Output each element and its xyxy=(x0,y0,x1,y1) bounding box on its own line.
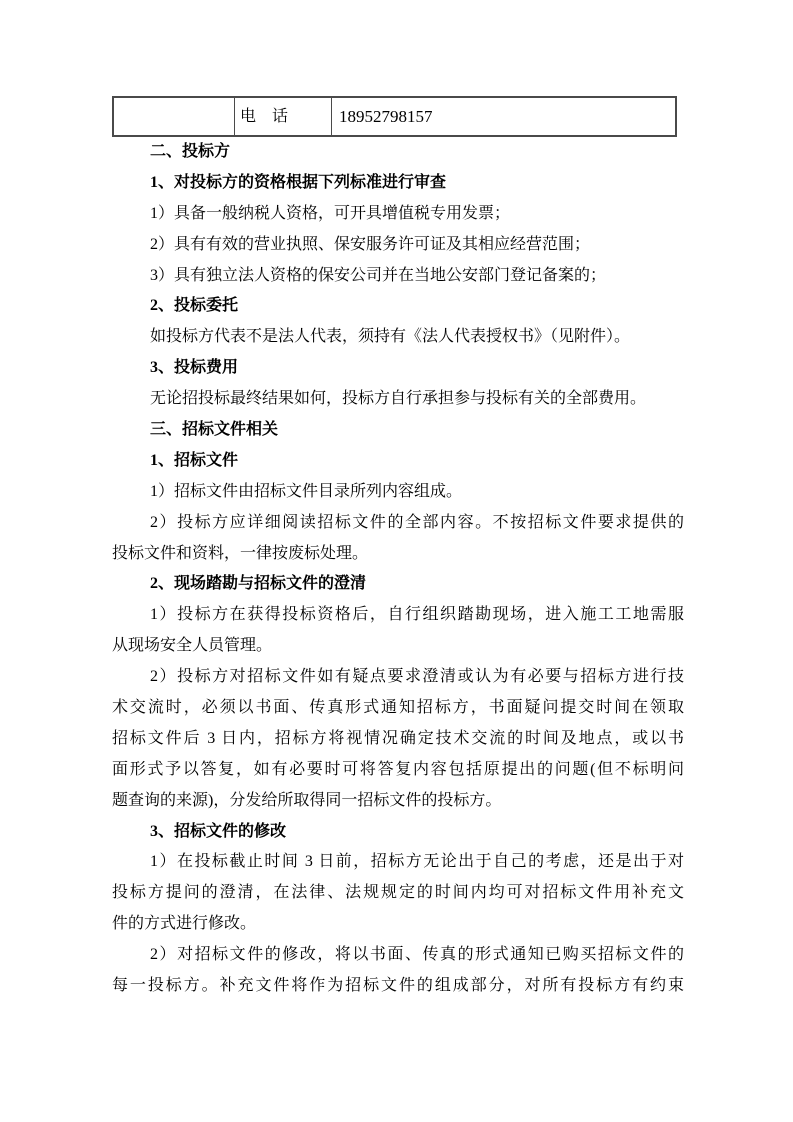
doc-line: 如投标方代表不是法人代表，须持有《法人代表授权书》（见附件）。 xyxy=(150,328,631,346)
doc-line: 1）招标文件由招标文件目录所列内容组成。 xyxy=(150,482,463,500)
table-cell-phone-label: 电 话 xyxy=(235,98,332,135)
clause-heading-document-revision: 3、招标文件的修改 xyxy=(150,822,287,840)
doc-line: 从现场安全人员管理。 xyxy=(112,637,273,655)
doc-line: 题查询的来源)，分发给所取得同一招标文件的投标方。 xyxy=(112,791,502,809)
clause-heading-site-survey: 2、现场踏勘与招标文件的澄清 xyxy=(150,575,367,593)
doc-line: 无论招投标最终结果如何，投标方自行承担参与投标有关的全部费用。 xyxy=(150,390,647,408)
clause-heading-tender-document: 1、招标文件 xyxy=(150,451,239,469)
clause-heading-bid-cost: 3、投标费用 xyxy=(150,359,239,377)
doc-line: 2）投标方应详细阅读招标文件的全部内容。不按招标文件要求提供的 xyxy=(150,513,684,531)
doc-line: 投标文件和资料，一律按废标处理。 xyxy=(112,544,369,562)
section-heading-bidder: 二、投标方 xyxy=(150,143,231,160)
contact-info-table xyxy=(112,96,677,137)
doc-line: 2）对招标文件的修改，将以书面、传真的形式通知已购买招标文件的 xyxy=(150,946,684,964)
doc-line: 面形式予以答复，如有必要时可将答复内容包括原提出的问题(但不标明问 xyxy=(112,760,684,778)
doc-line: 投标方提问的澄清，在法律、法规规定的时间内均可对招标文件用补充文 xyxy=(112,884,684,902)
section-heading-tender-documents: 三、招标文件相关 xyxy=(150,421,279,439)
doc-line: 招标文件后 3 日内，招标方将视情况确定技术交流的时间及地点，或以书 xyxy=(112,729,684,747)
document-body xyxy=(112,137,684,1002)
doc-line: 1）投标方在获得投标资格后，自行组织踏勘现场，进入施工工地需服 xyxy=(150,606,684,624)
doc-line: 术交流时，必须以书面、传真形式通知招标方，书面疑问提交时间在领取 xyxy=(112,699,684,717)
table-cell-phone-value: 18952798157 xyxy=(339,107,433,126)
doc-line: 每一投标方。补充文件将作为招标文件的组成部分，对所有投标方有约束 xyxy=(112,977,684,995)
doc-line: 2）具有有效的营业执照、保安服务许可证及其相应经营范围； xyxy=(150,235,591,253)
table-cell-blank xyxy=(114,98,235,135)
doc-line: 1）具备一般纳税人资格，可开具增值税专用发票； xyxy=(150,204,511,222)
doc-line: 件的方式进行修改。 xyxy=(112,915,257,933)
clause-heading-qualification: 1、对投标方的资格根据下列标准进行审查 xyxy=(150,173,447,191)
doc-line: 3）具有独立法人资格的保安公司并在当地公安部门登记备案的； xyxy=(150,266,607,284)
doc-line: 1）在投标截止时间 3 日前，招标方无论出于自己的考虑，还是出于对 xyxy=(150,853,684,871)
clause-heading-bid-delegation: 2、投标委托 xyxy=(150,297,239,315)
doc-line: 2）投标方对招标文件如有疑点要求澄清或认为有必要与招标方进行技 xyxy=(150,668,684,686)
